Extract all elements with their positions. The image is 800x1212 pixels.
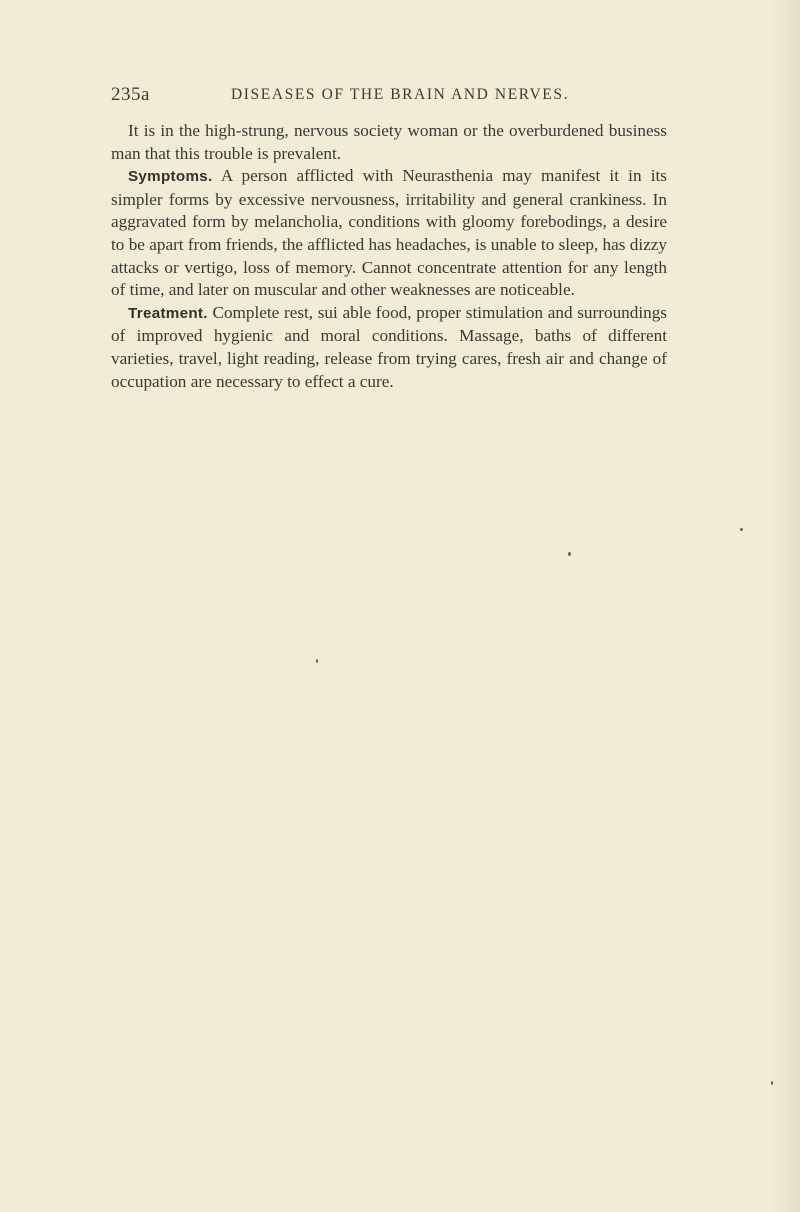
treatment-text: Complete rest, sui able food, proper stimulation and surroundings of improved hygienic and moral conditions. Massage, baths of different varieties, travel, light reading, release from trying cares, fresh air and change of occupation are necessary to effect a cure. <box>111 302 667 391</box>
paper-speck <box>568 552 571 556</box>
paper-speck <box>740 528 743 531</box>
paper-speck <box>771 1081 773 1085</box>
paragraph-intro <box>111 120 667 165</box>
paragraph-symptoms <box>111 165 667 302</box>
body-text <box>111 120 667 393</box>
paragraph-intro-text: It is in the high-strung, nervous society woman or the overburdened business man that this trouble is prevalent. <box>111 121 667 163</box>
symptoms-heading: Symptoms. <box>128 168 213 186</box>
symptoms-text: A person afflicted with Neurasthenia may manifest it in its simpler forms by excessive nervousness, irritability and general crankiness. In aggravated form by melancholia, conditions with gloomy forebodings, a desire to be apart from friends, the afflicted has headaches, is unable to sleep, has dizzy attacks or vertigo, loss of memory. Cannot concentrate attention for any length of time, and later on muscular and other weaknesses are noticeable. <box>111 166 667 300</box>
running-head: DISEASES OF THE BRAIN AND NERVES. <box>231 86 570 103</box>
treatment-heading: Treatment. <box>128 304 208 322</box>
page-number: 235a <box>111 84 150 105</box>
paper-speck <box>316 659 318 663</box>
paragraph-treatment <box>111 302 667 393</box>
